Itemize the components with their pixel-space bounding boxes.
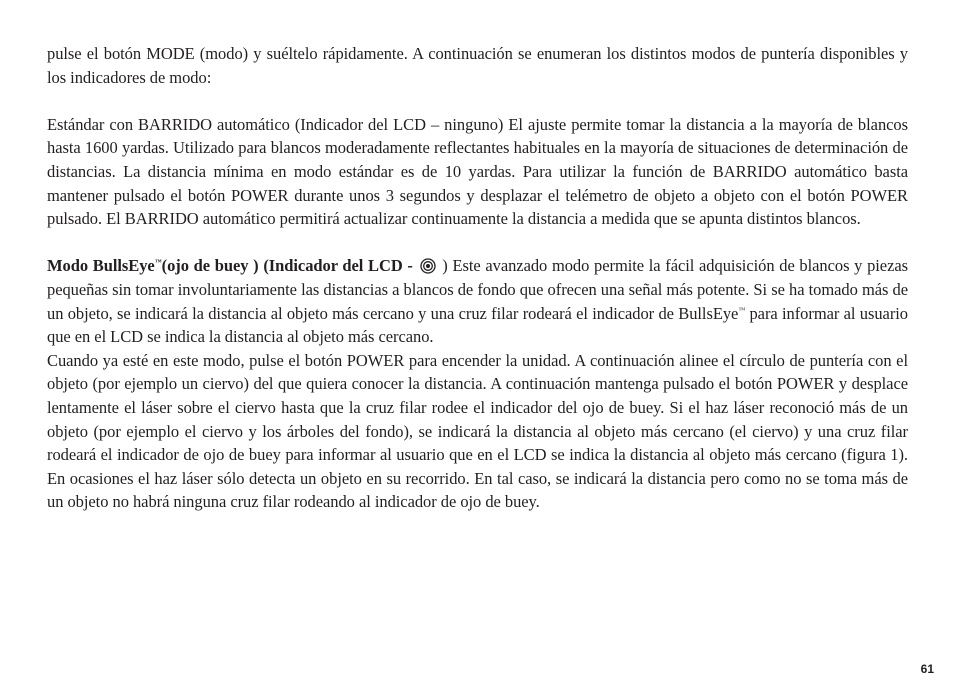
page-number: 61 [920,662,934,676]
paragraph-spacer [47,89,908,113]
intro-paragraph: pulse el botón MODE (modo) y suéltelo rápidamente. A continuación se enumeran los distintos modos de puntería disponibles y los indicadores de modo: [47,44,908,87]
bullseye-mode-paragraph [47,254,908,348]
standard-mode-paragraph: Estándar con BARRIDO automático (Indicador del LCD – ninguno) El ajuste permite tomar la distancia a la mayoría de blancos hasta 1600 yardas. Utilizado para blancos moderadamente reflectantes habituales en la mayoría de situaciones de determinación de distancias. La distancia mínima en modo estándar es de 10 yardas. Para utilizar la función de BARRIDO automático basta mantener pulsado el botón POWER durante unos 3 segundos y desplazar el telémetro de objeto a objeto con el botón POWER pulsado. El BARRIDO automático permitirá actualizar continuamente la distancia a medida que se apunta distintos blancos. [47,114,908,229]
bullseye-icon [420,257,436,273]
bullseye-heading-translation: (ojo de buey ) [161,256,259,276]
bullseye-description-2: para informar al usuario que en el LCD se indica la distancia al objeto más cercano. [47,303,908,347]
trademark-symbol: ™ [738,305,746,314]
bullseye-heading-indicator: (Indicador del LCD - [263,256,413,276]
page-body [47,42,908,514]
bullseye-heading-mode: Modo BullsEye [47,256,155,276]
bullseye-heading-close: ) [442,256,448,276]
usage-paragraph: Cuando ya esté en este modo, pulse el botón POWER para encender la unidad. A continuación alinee el círculo de puntería con el objeto (por ejemplo un ciervo) del que quiera conocer la distancia. A continuación mantenga pulsado el botón POWER y desplace lentamente el láser sobre el ciervo hasta que la cruz filar rodee el indicador del ojo de buey. Si el haz láser reconoció más de un objeto (por ejemplo el ciervo y los árboles del fondo), se indicará la distancia al objeto más cercano (el ciervo) y una cruz filar rodeará el indicador de ojo de buey para informar al usuario que en el LCD se indica la distancia al objeto más cercano (figura 1). En ocasiones el haz láser sólo detecta un objeto en su recorrido. En tal caso, se indicará la distancia pero como no se toma más de un objeto no habrá ninguna cruz filar rodeando al indicador de ojo de buey. [47,350,908,512]
paragraph-spacer [47,231,908,255]
trademark-symbol: ™ [154,258,162,267]
bullseye-description-1: Este avanzado modo permite la fácil adquisición de blancos y piezas pequeñas sin tomar involuntariamente las distancias a blancos de fondo que ofrecen una señal más potente. Si se ha tomado más de un objeto, se indicará la distancia al objeto más cercano y una cruz filar rodeará el indicador de BullsEye [47,256,909,323]
